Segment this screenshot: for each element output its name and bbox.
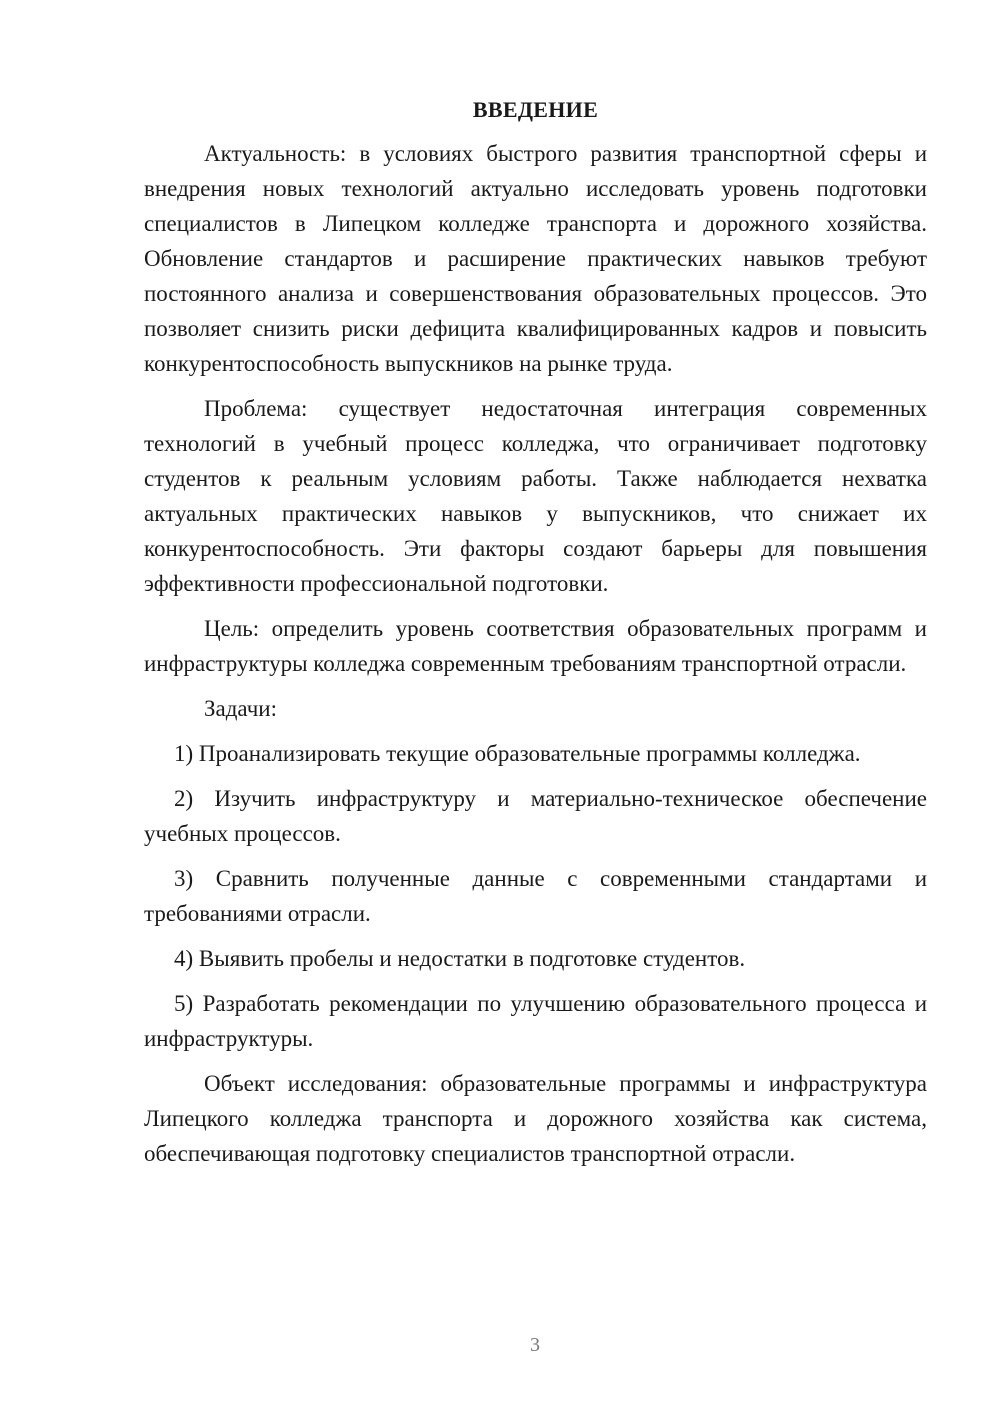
task-item-3: 3) Сравнить полученные данные с современными стандартами и требованиями отрасли. [144,866,927,926]
task-item-1: 1) Проанализировать текущие образовательные программы колледжа. [174,741,861,766]
section-title: ВВЕДЕНИЕ [472,97,599,122]
tasks-heading: Задачи: [204,696,277,721]
paragraph-object: Объект исследования: образовательные программы и инфраструктура Липецкого колледжа транспорта и дорожного хозяйства как система, обеспечивающая подготовку специалистов транспортной отрасли. [144,1071,927,1166]
task-item-2: 2) Изучить инфраструктуру и материально-техническое обеспечение учебных процессов. [144,786,927,846]
page-content [144,92,927,1181]
page-number: 3 [530,1334,540,1356]
task-item-5: 5) Разработать рекомендации по улучшению образовательного процесса и инфраструктуры. [144,991,927,1051]
paragraph-relevance: Актуальность: в условиях быстрого развития транспортной сферы и внедрения новых технологий актуально исследовать уровень подготовки специалистов в Липецком колледже транспорта и дорожного хозяйства. Обновление стандартов и расширение практических навыков требуют постоянного анализа и совершенствования образовательных процессов. Это позволяет снизить риски дефицита квалифицированных кадров и повысить конкурентоспособность выпускников на рынке труда. [144,141,927,376]
paragraph-problem: Проблема: существует недостаточная интеграция современных технологий в учебный процесс колледжа, что ограничивает подготовку студентов к реальным условиям работы. Также наблюдается нехватка актуальных практических навыков у выпускников, что снижает их конкурентоспособность. Эти факторы создают барьеры для повышения эффективности профессиональной подготовки. [144,396,927,596]
task-item-4: 4) Выявить пробелы и недостатки в подготовке студентов. [174,946,746,971]
paragraph-goal: Цель: определить уровень соответствия образовательных программ и инфраструктуры колледжа современным требованиям транспортной отрасли. [144,616,927,676]
